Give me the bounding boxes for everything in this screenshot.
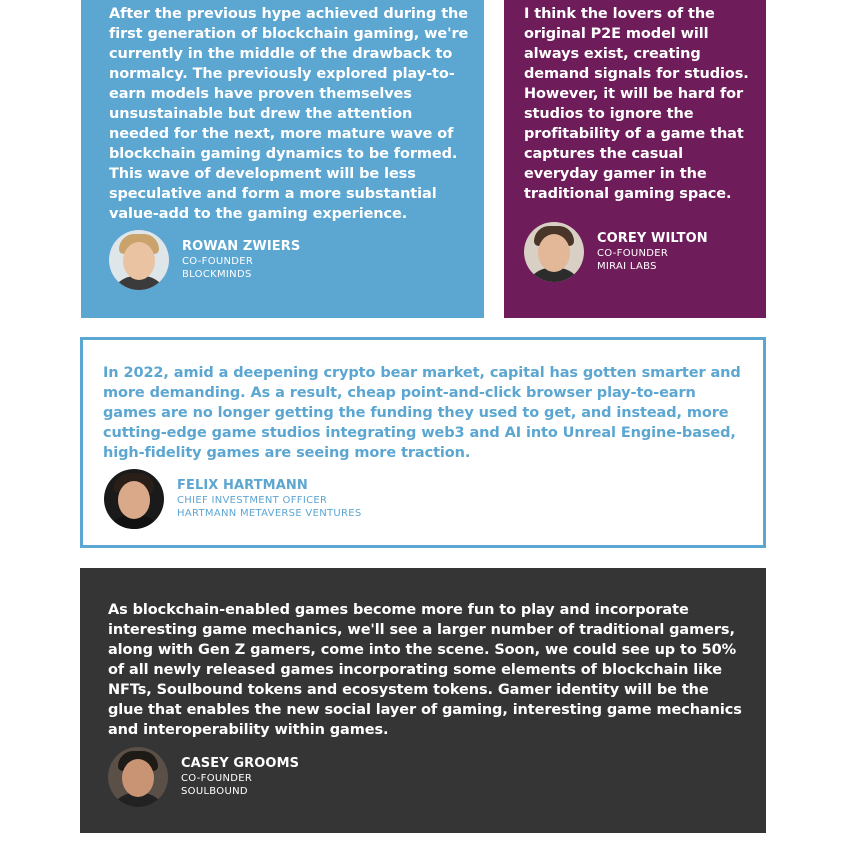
author-name: ROWAN ZWIERS [182, 239, 301, 254]
testimonial-author [108, 747, 299, 807]
avatar-photo [108, 747, 168, 807]
author-name: CASEY GROOMS [181, 756, 300, 771]
testimonial-card-felix-hartmann [80, 337, 766, 548]
testimonial-quote: After the previous hype achieved during the first generation of blockchain gaming, we're currently in the middle of the drawback to normalcy. The previously explored play-to-earn models have proven themselves unsustainable but drew the attention needed for the next, more mature wave of blockchain gaming dynamics to be formed. This wave of development will be less speculative and form a more substantial value-add to the gaming experience. [109, 6, 469, 222]
author-company: BLOCKMINDS [182, 269, 252, 280]
testimonial-quote: I think the lovers of the original P2E model will always exist, creating demand signals for studios. However, it will be hard for studios to ignore the profitability of a game that captures the casual everyday gamer in the traditional gaming space. [524, 6, 749, 202]
author-company: SOULBOUND [181, 786, 248, 797]
testimonial-author [524, 222, 708, 282]
avatar-photo [104, 469, 164, 529]
avatar-photo [109, 230, 169, 290]
avatar-photo [524, 222, 584, 282]
testimonial-quote: In 2022, amid a deepening crypto bear market, capital has gotten smarter and more demanding. As a result, cheap point-and-click browser play-to-earn games are no longer getting the funding they used to get, and instead, more cutting-edge game studios integrating web3 and AI into Unreal Engine-based, high-fidelity games are seeing more traction. [103, 365, 741, 461]
author-title: CO-FOUNDER [597, 248, 669, 259]
testimonial-author [109, 230, 300, 290]
author-title: CO-FOUNDER [182, 256, 254, 267]
author-company: MIRAI LABS [597, 261, 657, 272]
author-name: FELIX HARTMANN [177, 478, 308, 493]
testimonial-quote: As blockchain-enabled games become more fun to play and incorporate interesting game mechanics, we'll see a larger number of traditional gamers, along with Gen Z gamers, come into the scene. Soon, we could see up to 50% of all newly released games incorporating some elements of blockchain like NFTs, Soulbound tokens and ecosystem tokens. Gamer identity will be the glue that enables the new social layer of gaming, interesting game mechanics and interoperability within games. [108, 602, 742, 738]
testimonial-author [104, 469, 362, 529]
author-name: COREY WILTON [597, 231, 708, 246]
author-title: CO-FOUNDER [181, 773, 253, 784]
author-title: CHIEF INVESTMENT OFFICER [177, 495, 328, 506]
testimonial-card-casey-grooms [80, 568, 766, 833]
author-company: HARTMANN METAVERSE VENTURES [177, 508, 362, 519]
testimonial-card-corey-wilton [504, 0, 766, 318]
testimonial-card-rowan-zwiers [81, 0, 484, 318]
